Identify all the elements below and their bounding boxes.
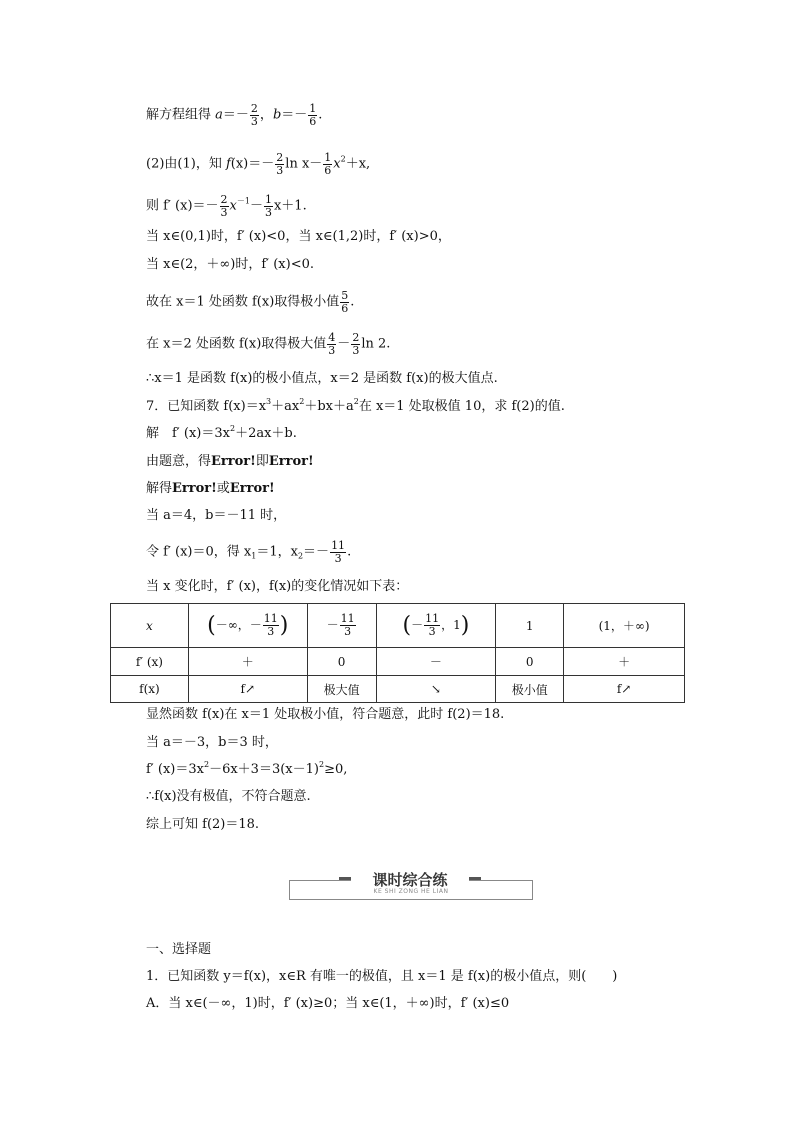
text: ＝－ bbox=[303, 544, 330, 560]
denominator: 6 bbox=[324, 163, 332, 177]
text: 在 x＝2 处函数 f(x)取得极大值 bbox=[146, 336, 327, 352]
cell-text: x bbox=[146, 618, 153, 633]
text: ＝－ bbox=[281, 107, 308, 123]
denominator: 3 bbox=[344, 625, 352, 638]
text: － bbox=[337, 336, 351, 352]
text: ≥0, bbox=[324, 762, 348, 777]
text-line: 当 a＝4，b＝－11 时， bbox=[146, 508, 287, 523]
variation-table bbox=[110, 603, 685, 703]
text-line: ∴f(x)没有极值，不符合题意. bbox=[146, 789, 311, 804]
superscript: 2 bbox=[318, 760, 325, 769]
text: 由题意，得 bbox=[146, 454, 212, 469]
section-heading: 一、选择题 bbox=[146, 942, 212, 957]
fraction bbox=[351, 332, 360, 356]
denominator: 3 bbox=[328, 343, 336, 357]
fraction bbox=[330, 540, 346, 564]
numerator: 11 bbox=[263, 612, 278, 626]
superscript: －1 bbox=[236, 196, 250, 206]
cell-text: ，1 bbox=[441, 618, 461, 632]
subscript: 1 bbox=[251, 551, 257, 561]
text: (x) bbox=[230, 156, 249, 172]
text: ＝－ bbox=[248, 156, 275, 172]
superscript: 2 bbox=[299, 397, 305, 406]
table-cell: f↗ bbox=[188, 676, 307, 703]
table-cell: f(x) bbox=[111, 676, 189, 703]
text: －6x＋3＝3(x－1) bbox=[209, 762, 319, 777]
text-line: A．当 x∈(－∞，1)时，f′ (x)≥0；当 x∈(1，＋∞)时，f′ (x)≤0 bbox=[146, 996, 510, 1011]
text-line bbox=[146, 540, 351, 564]
superscript: 2 bbox=[353, 397, 359, 406]
fraction bbox=[323, 152, 332, 176]
cell-text: － bbox=[326, 618, 339, 632]
text: x＋1. bbox=[273, 198, 307, 214]
text: 令 f′ (x)＝0，得 x bbox=[146, 544, 252, 560]
text: ＝1，x bbox=[256, 544, 298, 560]
text: f′ (x)＝3x bbox=[146, 762, 204, 777]
text-line bbox=[146, 424, 297, 441]
numerator: 11 bbox=[331, 539, 346, 552]
table-cell bbox=[307, 604, 376, 648]
right-paren: ) bbox=[279, 613, 289, 638]
text: 则 bbox=[146, 198, 164, 214]
text: 解 f′ (x)＝3x bbox=[146, 426, 230, 441]
fraction bbox=[263, 613, 279, 637]
text-line bbox=[146, 760, 348, 777]
table-cell bbox=[111, 604, 189, 648]
text-line: 综上可知 f(2)＝18. bbox=[146, 817, 260, 832]
table-cell: f′ (x) bbox=[111, 648, 189, 676]
denominator: 3 bbox=[267, 625, 275, 638]
table-cell bbox=[188, 604, 307, 648]
fraction bbox=[275, 152, 284, 176]
numerator: 11 bbox=[340, 612, 355, 626]
text: 解方程组得 bbox=[146, 107, 216, 123]
superscript: 2 bbox=[229, 424, 236, 433]
var: x bbox=[229, 198, 237, 214]
text: 在 x＝1 处取极值 10，求 f(2)的值. bbox=[358, 399, 565, 414]
text-line bbox=[146, 152, 370, 176]
table-cell: ＋ bbox=[188, 648, 307, 676]
fraction bbox=[250, 103, 259, 127]
denominator: 3 bbox=[264, 205, 272, 219]
text: ＝－ bbox=[222, 107, 249, 123]
fraction bbox=[424, 613, 440, 637]
denominator: 3 bbox=[428, 625, 436, 638]
text: 故在 x＝1 处函数 f(x)取得极小值 bbox=[146, 294, 340, 310]
numerator: 2 bbox=[220, 193, 228, 206]
section-banner bbox=[289, 866, 533, 900]
table-cell: ↘ bbox=[376, 676, 496, 703]
numerator: 11 bbox=[425, 612, 440, 626]
table-cell: ＋ bbox=[564, 648, 685, 676]
numerator: 4 bbox=[328, 331, 336, 344]
text-line: 1．已知函数 y＝f(x)，x∈R 有唯一的极值，且 x＝1 是 f(x)的极小值点，则( ) bbox=[146, 969, 618, 984]
cell-text: －∞，－ bbox=[215, 618, 262, 632]
text-line: 当 x∈(2，＋∞)时，f′ (x)<0. bbox=[146, 257, 314, 272]
text-line: 显然函数 f(x)在 x＝1 处取极小值，符合题意，此时 f(2)＝18. bbox=[146, 707, 505, 722]
fraction bbox=[327, 332, 336, 356]
text: f′ (x)＝－ bbox=[163, 198, 219, 214]
numerator: 1 bbox=[324, 151, 332, 164]
text: . bbox=[318, 107, 323, 123]
banner-title: 课时综合练 bbox=[351, 869, 469, 890]
denominator: 3 bbox=[220, 205, 228, 219]
var: b bbox=[272, 107, 282, 123]
table-cell: 极大值 bbox=[307, 676, 376, 703]
numerator: 2 bbox=[352, 331, 360, 344]
text: ln x－ bbox=[285, 156, 323, 172]
text: . bbox=[350, 294, 355, 310]
text: . bbox=[347, 544, 352, 560]
text: 或 bbox=[216, 481, 230, 496]
var: x bbox=[333, 156, 341, 172]
numerator: 2 bbox=[250, 102, 258, 115]
superscript: 2 bbox=[203, 760, 210, 769]
fraction bbox=[220, 194, 229, 218]
fraction bbox=[340, 290, 349, 314]
text: 解得 bbox=[146, 481, 173, 496]
right-paren: ) bbox=[460, 613, 470, 638]
table-cell: f↗ bbox=[564, 676, 685, 703]
subscript: 2 bbox=[297, 551, 304, 561]
numerator: 1 bbox=[309, 102, 317, 115]
denominator: 3 bbox=[250, 114, 258, 128]
text-line bbox=[146, 397, 565, 414]
text: － bbox=[249, 198, 263, 214]
denominator: 3 bbox=[334, 551, 342, 565]
fraction bbox=[308, 103, 317, 127]
table-cell: 0 bbox=[496, 648, 564, 676]
text: 7．已知函数 f(x)＝x bbox=[146, 399, 267, 414]
error-text: Error! bbox=[211, 454, 256, 469]
text-line: 当 x 变化时，f′ (x)，f(x)的变化情况如下表： bbox=[146, 579, 409, 594]
text-line: 当 x∈(0,1)时，f′ (x)<0，当 x∈(1,2)时，f′ (x)>0， bbox=[146, 229, 451, 244]
text-line bbox=[146, 103, 322, 127]
text-line bbox=[146, 482, 275, 495]
denominator: 6 bbox=[341, 301, 349, 315]
text-line: 当 a＝－3，b＝3 时， bbox=[146, 735, 278, 750]
text: 即 bbox=[255, 454, 269, 469]
table-row bbox=[111, 604, 685, 648]
text: (2)由(1)，知 bbox=[146, 156, 226, 172]
fraction bbox=[264, 194, 273, 218]
error-text: Error! bbox=[229, 481, 275, 496]
var: f bbox=[225, 156, 231, 172]
text: ＋2ax＋b. bbox=[235, 426, 297, 441]
table-cell: － bbox=[376, 648, 496, 676]
cell-text: － bbox=[411, 618, 424, 632]
denominator: 3 bbox=[276, 163, 284, 177]
text: ＋bx＋a bbox=[304, 399, 354, 414]
text-line bbox=[146, 455, 314, 468]
left-paren: ( bbox=[207, 613, 216, 638]
text: ln 2. bbox=[361, 336, 391, 352]
error-text: Error! bbox=[268, 454, 314, 469]
banner-subtitle: KE SHI ZONG HE LIAN bbox=[373, 888, 449, 895]
text: ＋ax bbox=[271, 399, 300, 414]
table-row bbox=[111, 648, 685, 676]
var: a bbox=[215, 107, 223, 123]
text-line bbox=[146, 332, 390, 356]
denominator: 3 bbox=[352, 343, 360, 357]
table-cell: 1 bbox=[496, 604, 564, 648]
left-paren: ( bbox=[402, 613, 412, 638]
superscript: 2 bbox=[340, 154, 346, 164]
numerator: 2 bbox=[276, 151, 284, 164]
numerator: 1 bbox=[264, 193, 272, 206]
error-text: Error! bbox=[172, 481, 217, 496]
denominator: 6 bbox=[309, 114, 317, 128]
text-line bbox=[146, 290, 354, 314]
numerator: 5 bbox=[341, 289, 349, 302]
table-cell: 0 bbox=[307, 648, 376, 676]
text-line: ∴x＝1 是函数 f(x)的极小值点，x＝2 是函数 f(x)的极大值点. bbox=[146, 371, 498, 386]
banner-dash-right bbox=[467, 877, 481, 880]
superscript: 3 bbox=[266, 397, 272, 406]
text: ， bbox=[259, 107, 273, 123]
table-cell: 极小值 bbox=[496, 676, 564, 703]
table-cell: (1，＋∞) bbox=[564, 604, 685, 648]
text-line bbox=[146, 194, 307, 218]
fraction bbox=[340, 613, 356, 637]
table-cell bbox=[376, 604, 496, 648]
text: ＋x, bbox=[345, 156, 371, 172]
table-row bbox=[111, 676, 685, 703]
